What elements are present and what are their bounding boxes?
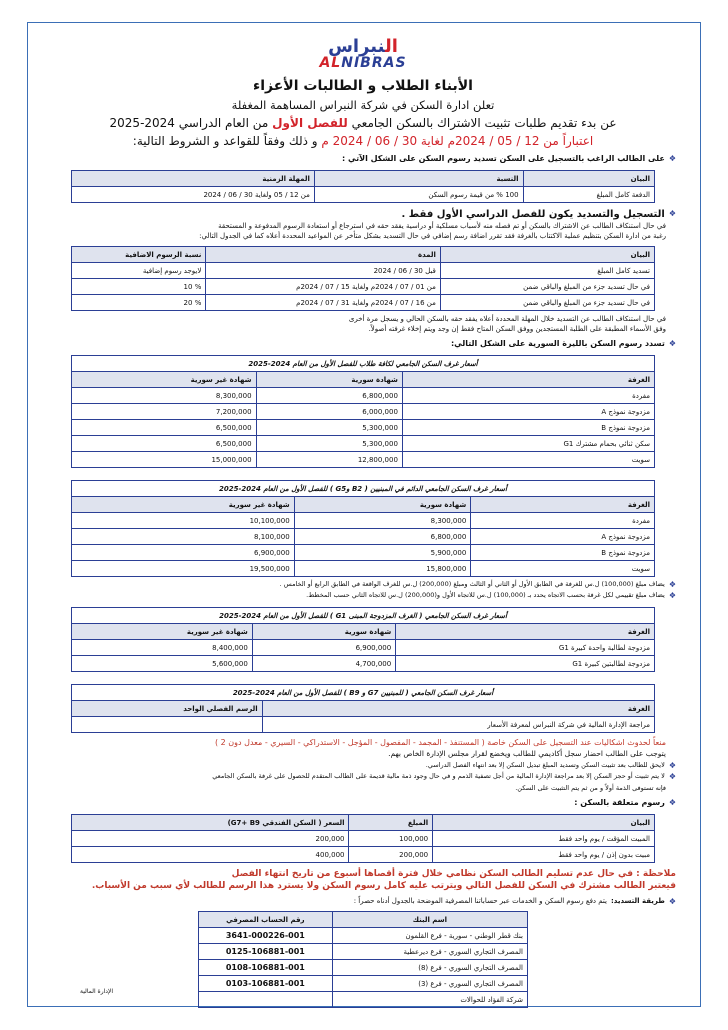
bullet-text: على الطالب الراغب بالتسجيل على السكن تسديد رسوم السكن على الشكل الآتي : [342,154,665,163]
finance-clearance-note [50,772,676,782]
table-cell: المصرف التجاري السوري - فرع ديرعطية [332,944,527,960]
diamond-bullet-icon: ❖ [668,761,676,770]
col-header: الرسم الفصلي الواحد [72,701,263,717]
diamond-bullet-icon: ❖ [668,209,676,218]
nibras-logo [50,38,676,70]
col-header: الغرفة [471,497,655,513]
table-cell: 8,300,000 [294,513,471,529]
g1-prices-table [71,607,655,672]
table-cell: 15,000,000 [72,452,257,468]
bullet-text: التسجيل والتسديد يكون للفصل الدراسي الأول فقط . [401,209,665,220]
table-cell [72,717,263,733]
table-cell: مفردة [402,388,654,404]
table-cell: % 10 [72,279,206,295]
table-cell: 6,500,000 [72,420,257,436]
main-title: الأبناء الطلاب و الطالبات الأعزاء [253,78,473,94]
table-cell: 8,100,000 [72,529,295,545]
payment-method [50,897,676,907]
table-cell: بنك قطر الوطني - سورية - فرع القلمون [332,928,527,944]
g7-b9-prices-table [71,684,655,733]
late-fee-note: رغبة من ادارة السكن بتنظيم عملية الاكتتاب بالغرفة فقد تقرر اضافة رسم إضافي في حال التسديد بشكل متأخر عن المواعيد المحددة أعلاه كما في الجدول التالي: [199,232,666,240]
col-header: اسم البنك [332,912,527,928]
account-number [199,992,333,1008]
table-row [72,452,655,468]
col-header: شهادة غير سورية [72,372,257,388]
diamond-bullet-icon: ❖ [668,897,676,906]
heading-part-c: من العام الدراسي 2024-2025 [109,116,269,130]
table-cell: 6,000,000 [256,404,402,420]
diamond-bullet-icon: ❖ [668,339,676,348]
table-cell: مزدوجة نموذج B [402,420,654,436]
diamond-bullet-icon: ❖ [668,798,676,807]
table-cell: 100 % من قيمة رسوم السكن [314,187,523,203]
bullet-text: يضاف مبلغ (100,000) ل.س للغرفة في الطابق الأول أو الثاني أو الثالث ومبلغ (200,000) ل.س للغرف الواقعة في الطابق الرابع أو الخامس . [279,580,665,588]
table-cell: من 01 / 07 / 2024م ولغاية 15 / 07 / 2024م [206,279,441,295]
account-number: 3641-000226-001 [199,928,333,944]
heading-part-a: عن بدء تقديم طلبات تثبيت الاشتراك بالسكن الجامعي [351,116,617,130]
withdrawal-note: في حال استنكاف الطالب عن الاشتراك بالسكن أو تم فصله منه لأسباب مسلكية أو دراسية يفقد حقه في استرجاع أو استعادة الرسوم المدفوعة و المستحقة [218,222,666,230]
table-row [72,279,655,295]
logo-en-prefix: AL [319,55,342,71]
table-title: أسعار غرف السكن الجامعي ( للمبنيين G7 و B9 ) للفصل الأول من العام 2024-2025 [72,685,655,701]
table-row [199,992,528,1008]
subtitle: تعلن ادارة السكن في شركة النبراس المساهمة المغفلة [231,98,495,112]
col-header: رقم الحساب المصرفي [199,912,333,928]
diamond-bullet-icon: ❖ [668,591,676,600]
diamond-bullet-icon: ❖ [668,580,676,589]
table-row [72,656,655,672]
table-row [72,831,655,847]
bullet-text: لا يتم تثبيت أو حجز السكن إلا بعد مراجعة الإدارة المالية من أجل تصفية الذمم و في حال وجود ذمة مالية قديمة على الطالب المتقدم للحصول على غرفة بالسكن الجامعي [212,772,665,780]
table-row [72,513,655,529]
col-header: شهادة سورية [256,372,402,388]
table-cell: 6,800,000 [294,529,471,545]
academic-record-note: يتوجب على الطالب احضار سجل أكاديمي للطالب ويخضع لقرار مجلس الإدارة الخاص بهم. [388,749,666,758]
table-row [72,388,655,404]
no-room-change-note [50,761,676,771]
bullet-currency [50,339,676,349]
table-cell: 6,800,000 [256,388,402,404]
table-cell: مبيت بدون إذن / يوم واحد فقط [433,847,655,863]
col-header: شهادة غير سورية [72,624,253,640]
finance-signature: الإدارة المالية [80,988,114,995]
bullet-text: تسدد رسوم السكن بالليرة السورية على الشكل التالي: [450,339,665,348]
col-header: شهادة سورية [294,497,471,513]
table-cell: 15,800,000 [294,561,471,577]
col-header: المبلغ [349,815,433,831]
table-cell: مزدوجة نموذج A [402,404,654,420]
table-cell: مزدوجة لطالبتين كبيرة G1 [396,656,655,672]
table-title: أسعار غرف السكن الجامعي الدائم في المبنيين ( B2 وG5 ) للفصل الأول من العام 2024-2025 [72,481,655,497]
table-cell: من 12 / 05 ولغاية 30 / 06 / 2024 [72,187,315,203]
bullet-first-semester [50,209,676,220]
default-note: في حال استنكاف الطالب عن التسديد خلال المهلة المحددة أعلاه يفقد حقه بالسكن الحالي و يسجل مرة أخرى [348,315,666,323]
table-cell: 400,000 [72,847,349,863]
table-row [72,295,655,311]
table-cell: 100,000 [349,831,433,847]
table-cell: 4,700,000 [252,656,395,672]
table-cell: قبل 30 / 06 / 2024 [206,263,441,279]
table-row [72,717,655,733]
diamond-bullet-icon: ❖ [668,772,676,781]
account-number: 0108-106881-001 [199,960,333,976]
col-header: المهلة الزمنية [72,171,315,187]
table-cell: 6,900,000 [72,545,295,561]
table-cell: 10,100,000 [72,513,295,529]
table-cell: سويت [402,452,654,468]
table-cell: مزدوجة نموذج A [471,529,655,545]
permanent-housing-table [71,480,655,577]
table-row [72,561,655,577]
bullet-fees [50,154,676,164]
col-header: شهادة سورية [252,624,395,640]
payment-label: طريقة التسديد: [611,897,665,905]
table-cell: 8,300,000 [72,388,257,404]
table-title: أسعار غرف السكن الجامعي ( الغرف المزدوجة المبنى G1 ) للفصل الأول من العام 2024-2025 [72,608,655,624]
col-header: الغرفة [262,701,654,717]
table-cell: مراجعة الإدارة المالية في شركة النبراس لمعرفة الأسعار [262,717,654,733]
table-cell: 8,400,000 [72,640,253,656]
table-cell: 6,900,000 [252,640,395,656]
table-row [72,529,655,545]
table-cell: 19,500,000 [72,561,295,577]
table-row [199,960,528,976]
payment-schedule-table [71,170,655,203]
room-prices-table [71,355,655,468]
logo-ar-word: نبراس [328,36,385,57]
registration-heading [50,116,676,130]
late-fee-table [71,246,655,311]
table-cell: 200,000 [72,831,349,847]
table-cell: الدفعة كامل المبلغ [523,187,654,203]
table-row [72,420,655,436]
academic-status-warning: منعاً لحدوث اشكاليات عند التسجيل على السكن خاصة ( المستنفذ - المجمد - المفصول - المؤجل - الاستدراكي - السيري - معدل دون 2 ) [215,738,666,747]
table-cell: 200,000 [349,847,433,863]
table-cell: % 20 [72,295,206,311]
date-range: اعتباراً من 12 / 05 / 2024م لغاية 30 / 06 / 2024 م [321,134,594,148]
handover-note: ملاحظة : في حال عدم تسليم الطالب السكن نظامي خلال فترة أقصاها أسبوع من تاريخ انتهاء الفصل [231,869,676,879]
bullet-related-fees [50,798,676,808]
direction-surcharge-note [50,591,676,601]
table-row [72,187,655,203]
bullet-text: يضاف مبلغ تقييمي لكل غرفة بحسب الاتجاه يحدد بـ (100,000) ل.س للاتجاه الأول و(200,000) ل.س للاتجاه الثاني حسب المخطط. [306,591,665,599]
table-cell: لايوجد رسوم إضافية [72,263,206,279]
conditions-intro: و ذلك وفقاً للقواعد و الشروط التالية: [132,134,318,148]
bullet-text: لايحق للطالب بعد تثبيت السكن وتسديد المبلغ تبديل السكن إلا بعد انتهاء الفصل الدراسي. [425,761,665,769]
finance-clearance-note-2: فإنه تستوفى الذمة أولاً و من ثم يتم التثبيت على السكن. [515,784,666,792]
table-row [72,847,655,863]
table-cell: من 16 / 07 / 2024م ولغاية 31 / 07 / 2024م [206,295,441,311]
housing-fees-table [71,814,655,863]
table-row [72,263,655,279]
table-row [72,640,655,656]
table-row [199,944,528,960]
col-header: البيان [433,815,655,831]
table-cell: 5,300,000 [256,420,402,436]
table-cell: 7,200,000 [72,404,257,420]
bullet-text: رسوم متعلقة بالسكن : [574,798,665,807]
default-note-2: وفق الأسماء المطبقة على الطلبة المستجدين ووفق السكن المتاح فقط إن وجد ويتم إخلاء غرفته أصولاً. [368,325,666,333]
table-cell: 6,500,000 [72,436,257,452]
table-row [72,436,655,452]
col-header: شهادة غير سورية [72,497,295,513]
table-row [72,404,655,420]
table-cell: 5,300,000 [256,436,402,452]
table-cell: المبيت المؤقت / يوم واحد فقط [433,831,655,847]
table-title: أسعار غرف السكن الجامعي لكافة طلاب للفصل الأول من العام 2024-2025 [72,356,655,372]
col-header: النسبة [314,171,523,187]
table-row [199,928,528,944]
announcement [50,38,676,1008]
table-cell: سكن ثنائي بحمام مشترك G1 [402,436,654,452]
table-row [199,976,528,992]
bank-accounts-table [198,911,528,1008]
table-cell: المصرف التجاري السوري - فرع (8) [332,960,527,976]
col-header: السعر ( السكن الفندقي G7+ B9) [72,815,349,831]
table-cell: شركة الفؤاد للحوالات [332,992,527,1008]
table-cell: تسديد كامل المبلغ [440,263,654,279]
table-cell: مزدوجة نموذج B [471,545,655,561]
table-cell: المصرف التجاري السوري - فرع (3) [332,976,527,992]
col-header: الغرفة [402,372,654,388]
table-cell: 12,800,000 [256,452,402,468]
payment-text: يتم دفع رسوم السكن و الخدمات عبر حساباتنا المصرفية الموضحة بالجدول أدناه حصراً : [353,897,607,905]
table-cell: في حال تسديد جزء من المبلغ والباقي ضمن [440,279,654,295]
table-cell: في حال تسديد جزء من المبلغ والباقي ضمن [440,295,654,311]
table-cell: سويت [471,561,655,577]
col-header: نسبة الرسوم الاضافية [72,247,206,263]
account-number: 0103-106881-001 [199,976,333,992]
account-number: 0125-106881-001 [199,944,333,960]
table-cell: 5,900,000 [294,545,471,561]
table-cell: مفردة [471,513,655,529]
heading-part-b: للفصل الأول [272,116,348,130]
handover-note-2: فيعتبر الطالب مشترك في السكن للفصل التالي ويترتب عليه كامل رسوم السكن ولا يسترد هذا الرسم للطالب لأي سبب من الأسباب. [91,881,676,891]
col-header: الغرفة [396,624,655,640]
logo-ar-prefix: ال [384,36,398,57]
logo-en-word: NIBRAS [341,55,407,71]
floor-surcharge-note [50,580,676,590]
table-cell: 5,600,000 [72,656,253,672]
date-range-heading [50,134,676,148]
table-row [72,545,655,561]
diamond-bullet-icon: ❖ [668,154,676,163]
col-header: البيان [440,247,654,263]
col-header: المدة [206,247,441,263]
col-header: البيان [523,171,654,187]
table-cell: مزدوجة لطالبة واحدة كبيرة G1 [396,640,655,656]
